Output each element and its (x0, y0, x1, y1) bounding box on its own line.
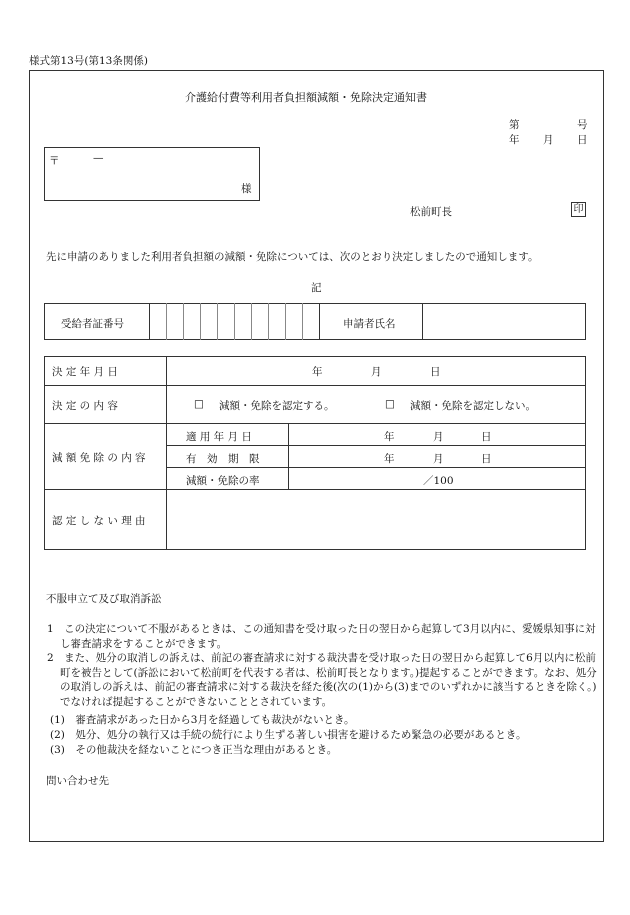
rate-value: ／100 (423, 475, 454, 487)
approve-option-label: 減額・免除を認定する。 (219, 400, 335, 412)
appeal-heading: 不服申立て及び取消訴訟 (46, 593, 162, 605)
apply-date-year: 年 (384, 431, 395, 443)
cert-number-label: 受給者証番号 (61, 318, 124, 330)
validity-month: 月 (433, 453, 444, 465)
honorific-sama: 様 (241, 183, 252, 195)
address-box (44, 147, 260, 201)
appeal-sub-1: (1) 審査請求があった日から3月を経過しても裁決がないとき。 (50, 714, 355, 726)
decision-date-year: 年 (312, 366, 323, 378)
doc-number-go: 号 (577, 119, 588, 131)
reject-reason-field[interactable] (167, 490, 585, 549)
reject-reason-label: 認 定 し な い 理 由 (52, 515, 146, 527)
appeal-item-2: 2 また、処分の取消しの訴えは、前記の審査請求に対する裁決書を受け取った日の翌日から起算して6月以内に松前町を被告として(訴訟において松前町を代表する者は、松前町長となります。)提起することができます。なお、処分の取消しの訴えは、前記の審査請求に対する裁決を経た後(次の(1)から(3)までのいずれかに該当するときを除く。)でなければ提起することができないこととされています。 (47, 652, 597, 708)
postal-mark: 〒 (49, 155, 60, 167)
approve-checkbox[interactable]: □ (194, 398, 204, 410)
applicant-name-field[interactable] (423, 304, 585, 339)
decision-date-label: 決 定 年 月 日 (52, 366, 118, 378)
date-year: 年 (509, 134, 520, 146)
rate-label: 減額・免除の率 (186, 475, 260, 487)
decision-content-label: 決 定 の 内 容 (52, 400, 118, 412)
applicant-name-label: 申請者氏名 (343, 318, 396, 330)
postal-dash: — (93, 152, 104, 164)
decision-date-month: 月 (371, 366, 382, 378)
decision-date-day: 日 (430, 366, 441, 378)
appeal-sub-3: (3) その他裁決を経ないことにつき正当な理由があるとき。 (50, 744, 338, 756)
appeal-item-1: 1 この決定について不服があるときは、この通知書を受け取った日の翌日から起算して3月以内に、愛媛県知事に対し審査請求をすることができます。 (47, 623, 596, 650)
document-title: 介護給付費等利用者負担額減額・免除決定通知書 (185, 91, 427, 104)
reject-option-label: 減額・免除を認定しない。 (410, 400, 536, 412)
date-month: 月 (543, 134, 554, 146)
appeal-sub-2: (2) 処分、処分の執行又は手続の続行により生ずる著しい損害を避けるため緊急の必要があるとき。 (50, 729, 527, 741)
doc-number-dai: 第 (509, 119, 520, 131)
date-day: 日 (577, 134, 588, 146)
validity-year: 年 (384, 453, 395, 465)
intro-text: 先に申請のありました利用者負担額の減額・免除については、次のとおり決定しましたので通知します。 (46, 251, 539, 263)
apply-date-month: 月 (433, 431, 444, 443)
issuer-name: 松前町長 (410, 206, 452, 218)
apply-date-label: 適 用 年 月 日 (186, 431, 252, 443)
seal-mark: 印 (571, 202, 586, 217)
reject-checkbox[interactable]: □ (385, 398, 395, 410)
validity-label: 有 効 期 限 (186, 453, 260, 465)
form-number: 様式第13号(第13条関係) (29, 55, 148, 67)
apply-date-day: 日 (481, 431, 492, 443)
validity-day: 日 (481, 453, 492, 465)
contact-label: 問い合わせ先 (46, 775, 109, 787)
reduction-content-label: 減 額 免 除 の 内 容 (52, 452, 146, 464)
ki-mark: 記 (311, 282, 322, 294)
